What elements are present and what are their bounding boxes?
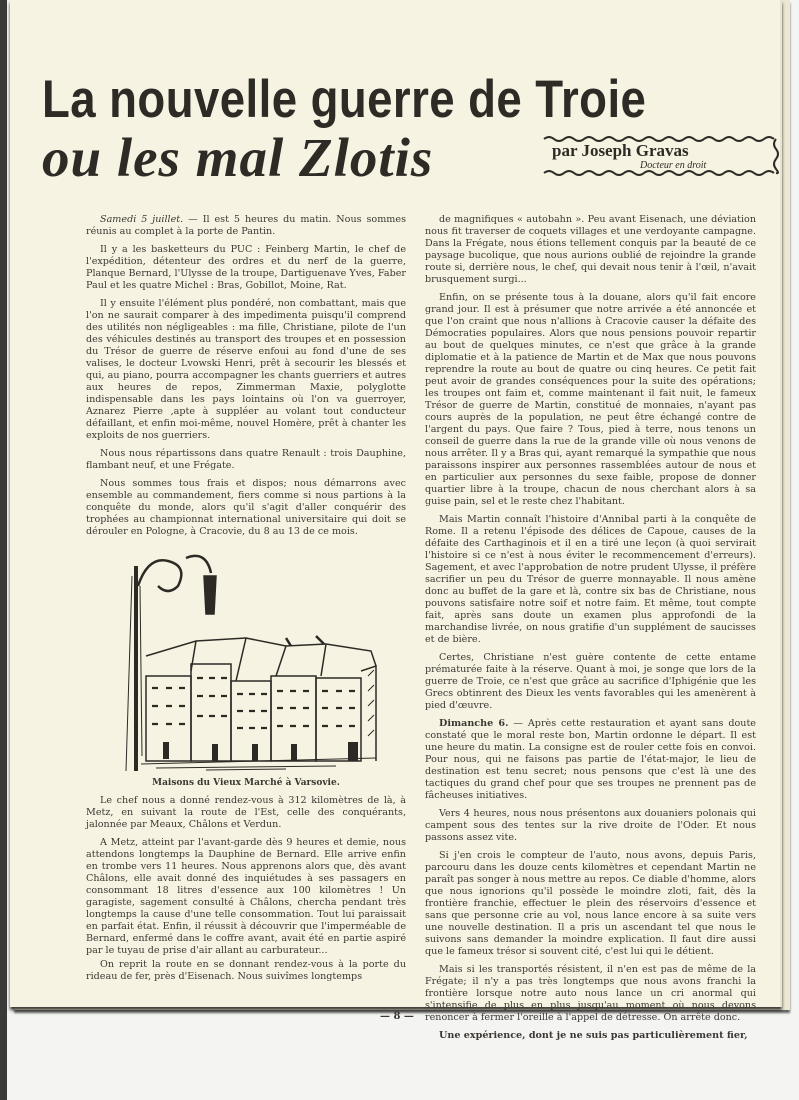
street-lamp-houses-illustration	[86, 546, 406, 771]
paragraph: On reprit la route en se donnant rendez-vous à la porte du rideau de fer, près d'Eisenach. Nous suivîmes longtemps	[86, 959, 406, 982]
paragraph: Il y a les basketteurs du PUC : Feinberg Martin, le chef de l'expédition, détenteur des ordres et du nerf de la guerre, Planque Bernard, l'Ulysse de la troupe, Dartiguenave Yves, Faber Paul et les quatre Michel : Bras, Gobillot, Moine, Rat.	[86, 244, 406, 291]
author-name: par Joseph Gravas	[552, 141, 689, 160]
paragraph: Le chef nous a donné rendez-vous à 312 kilomètres de là, à Metz, en suivant la route de l'Est, celle des conquérants, jalonnée par Meaux, Châlons et Verdun.	[86, 795, 406, 830]
paragraph: Mais Martin connaît l'histoire d'Annibal parti à la conquête de Rome. Il a retenu l'épisode des délices de Capoue, causes de la défaite des Carthaginois et il en a tiré une leçon (à quoi servirait l'histoire si ce n'est à nous éviter le recommencement d'erreurs). Sagement, et avec l'approbation de notre prudent Ulysse, il préfère sacrifier un peu du Trésor de guerre monnayable. Il nous amène donc au buffet de la gare et là, contre six bas de Christiane, nous pouvons satisfaire notre soif et notre faim. Et même, tout compte fait, après sans doute un examen plus approfondi de la marchandise livrée, on nous gratifie d'un supplément de saucisses et de bière.	[425, 514, 756, 645]
paragraph: Il y ensuite l'élément plus pondéré, non combattant, mais que l'on ne saurait comparer à des impedimenta puisqu'il comprend des utilités non négligeables : ma fille, Christiane, pilote de l'un des véhicules destinés au transport des troupes et en possession du Trésor de guerre de réserve enfoui au fond d'une de ses valises, le docteur Lvowski Henri, prêt à secourir les blessés et qui, au piano, pourra accompagner les chants guerriers et autres aux heures de repos, Zimmerman Maxie, polyglotte indispensable dans les pays lointains où l'on va guerroyer, Aznarez Pierre ,apte à suppléer au volant tout conducteur défaillant, et enfin moi-même, nouvel Homère, prêt à chanter les exploits de nos guerriers.	[86, 298, 406, 441]
dateline: Samedi 5 juillet.	[100, 214, 184, 225]
paragraph: Si j'en crois le compteur de l'auto, nous avons, depuis Paris, parcouru dans les douze cents kilomètres et cependant Martin ne paraît pas songer à nous mettre au repos. Ce diable d'homme, alors que nous ignorions qu'il possède le moindre zloti, fait, dès la frontière franchie, effectuer le plein des réservoirs d'essence et sans que personne crie au vol, nous lance encore à sa suite vers une nouvelle destination. Il a pris un ascendant tel que nous le suivons sans demander la moindre explication. Il faut dire aussi que le fameux trésor si souvent cité, c'est lui qui le détient.	[425, 850, 756, 957]
paragraph: Une expérience, dont je ne suis pas particulièrement fier,	[439, 1030, 748, 1041]
paragraph: de magnifiques « autobahn ». Peu avant Eisenach, une déviation nous fit traverser de coquets villages et une verdoyante campagne. Dans la Frégate, nous étions tellement conquis par la beauté de ce paysage bucolique, que nous aurions oublié de rejoindre la grande route si, derrière nous, le chef, qui devait nous tenir à l'œil, n'avait brusquement surgi...	[425, 214, 756, 285]
paragraph: Certes, Christiane n'est guère contente de cette entame prématurée faite à la réserve. Quant à moi, je songe que lors de la guerre de Troie, ce n'est que grâce au sacrifice d'Iphigénie que les Grecs obtinrent des Dieux les vents favorables qui les amenèrent à pied d'œuvre.	[425, 652, 756, 711]
dateline: Dimanche 6.	[439, 718, 509, 729]
paragraph: Enfin, on se présente tous à la douane, alors qu'il fait encore grand jour. Il est à présumer que notre arrivée a été annoncée et que l'on craint que nous n'allions à Cracovie causer la défaite des Démocraties populaires. Alors que nous pensions pouvoir repartir au bout de quelques minutes, ce n'est que grâce à la grande diplomatie et à la patience de Martin et de Max que nous pouvons reprendre la route au bout de quatre ou cinq heures. Ce petit fait peut avoir de grandes conséquences pour la suite des opérations; les troupes ont faim et, comme maintenant il fait nuit, le fameux Trésor de guerre de Martin, constitué de monnaies, n'ayant pas cours auprès de la population, ne peut être échangé contre de l'argent du pays. Que faire ? Tous, pied à terre, nous tenons un conseil de guerre dans la rue de la grande ville où nous venons de nous arrêter. Il y a Bras qui, ayant remarqué la sympathie que nous paraissons inspirer aux personnes rassemblées autour de nous et en particulier aux personnes du sexe faible, propose de donner quartier libre à la troupe, chacun de nous cherchant alors à sa guise pain, sel et le reste chez l'habitant.	[425, 292, 756, 507]
paragraph: Nous sommes tous frais et dispos; nous démarrons avec ensemble au commandement, fiers comme si nous partions à la conquête du monde, alors qu'il s'agit d'aller conquérir des trophées au championnat international universitaire qui doit se dérouler en Pologne, à Cracovie, du 8 au 13 de ce mois.	[86, 478, 406, 537]
paragraph: Dimanche 6. — Après cette restauration et ayant sans doute constaté que le moral reste bon, Martin ordonne le départ. Il est une heure du matin. La consigne est de rouler cette fois en convoi. Pour nous, qui ne faisons pas partie de l'état-major, le lieu de destination est tenu secret; nous pensons que c'est là une des tactiques du grand chef pour que ses troupes ne prennent pas de fâcheuses initiatives.	[425, 718, 756, 801]
illustration-caption: Maisons du Vieux Marché à Varsovie.	[152, 778, 340, 788]
article-title: La nouvelle guerre de Troie	[42, 70, 647, 129]
paragraph: A Metz, atteint par l'avant-garde dès 9 heures et demie, nous attendons longtemps la Dauphine de Bernard. Elle arrive enfin en trombe vers 11 heures. Nous apprenons alors que, dès avant Châlons, elle avait donné des inquiétudes à ses passagers en consommant 18 litres d'essence aux 100 kilomètres ! Un garagiste, sagement consulté à Châlons, chercha pendant très longtemps la cause d'une telle consommation. Tout lui paraissait en parfait état. Enfin, il réussit à découvrir que l'imperméable de Bernard, enfermé dans le coffre avant, avait été en partie aspiré par le tuyau de prise d'air allant au carburateur...	[86, 837, 406, 956]
page-number: — 8 —	[380, 1011, 414, 1022]
article-subtitle: ou les mal Zlotis	[42, 127, 434, 188]
paragraph: Nous nous répartissons dans quatre Renault : trois Dauphine, flambant neuf, et une Frégate.	[86, 448, 406, 471]
paragraph: Vers 4 heures, nous nous présentons aux douaniers polonais qui campent sous des tentes sur la rive droite de l'Oder. Et nous passons assez vite.	[425, 808, 756, 843]
column-left	[86, 214, 406, 989]
paragraph: Mais si les transportés résistent, il n'en est pas de même de la Frégate; il n'y a pas très longtemps que nous avons franchi la frontière lorsque notre auto nous lance un cri anormal qui s'intensifie de plus en plus jusqu'au moment où nous devons renoncer à fermer l'oreille à l'appel de détresse. On arrête donc.	[425, 964, 756, 1023]
scan-binding-edge	[0, 0, 7, 1100]
byline-box	[540, 135, 780, 175]
author-degree: Docteur en droit	[640, 160, 707, 171]
paragraph: Samedi 5 juillet. — Il est 5 heures du matin. Nous sommes réunis au complet à la porte de Pantin.	[86, 214, 406, 237]
column-right	[425, 214, 756, 1048]
illustration-old-market-houses	[86, 546, 406, 771]
